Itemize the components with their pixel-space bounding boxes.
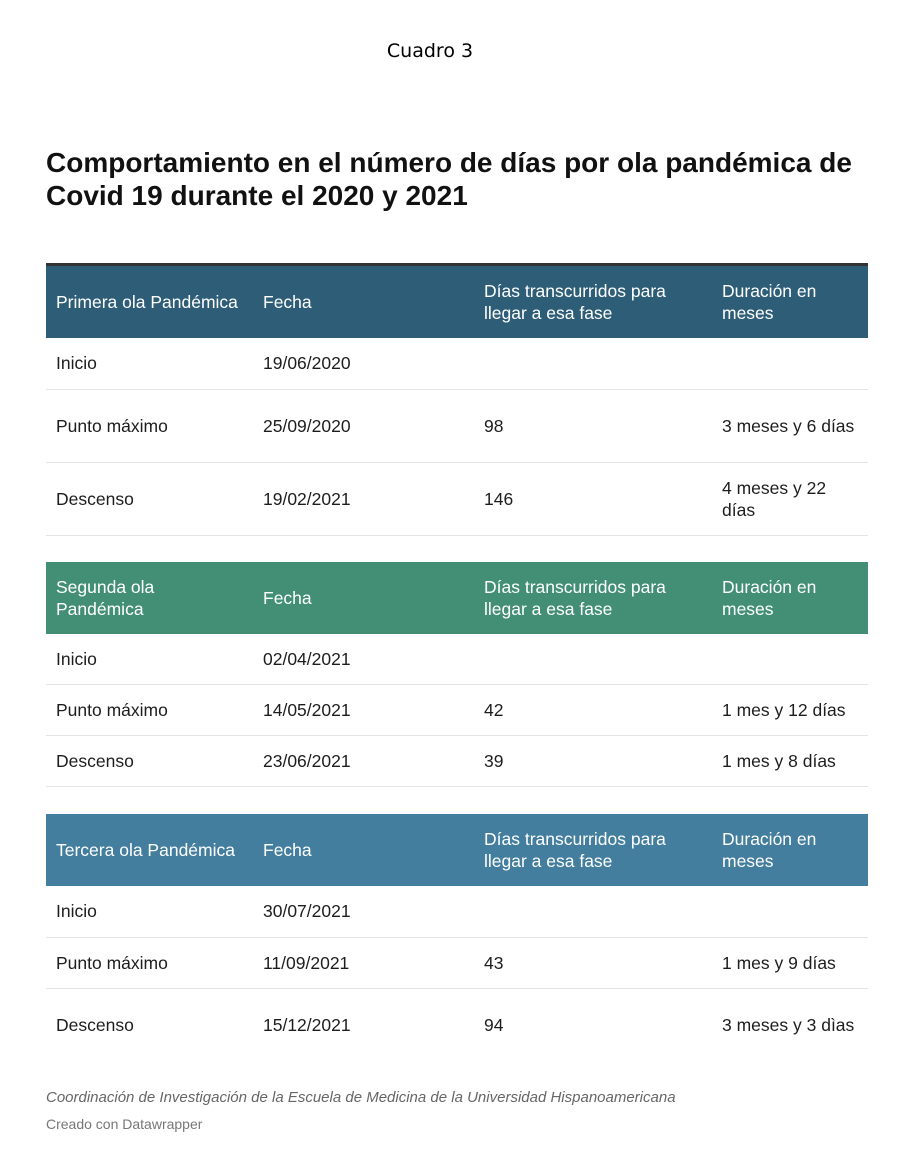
table-row [46, 338, 868, 389]
header-cell: Días transcurridos para llegar a esa fase [484, 281, 666, 323]
table-spacer [46, 536, 868, 562]
table-cell: 23/06/2021 [253, 736, 474, 787]
table-row [46, 685, 868, 736]
table-label: Cuadro 3 [386, 40, 474, 62]
table-row [46, 886, 868, 937]
header-cell: Segunda ola Pandémica [56, 576, 155, 619]
table-row [46, 634, 868, 685]
table-row [46, 988, 868, 1061]
table-cell: 19/02/2021 [253, 462, 474, 535]
table-cell: 3 meses y 6 días [712, 389, 868, 462]
table-cell: 14/05/2021 [253, 685, 474, 736]
wave-table-1 [46, 263, 868, 536]
page-title: Comportamiento en el número de días por ola pandémica de Covid 19 durante el 2020 y 2021 [46, 147, 852, 211]
table-row [46, 389, 868, 462]
table-cell: 94 [484, 1014, 504, 1035]
header-cell: Primera ola Pandémica [56, 292, 238, 312]
table-spacer [46, 787, 868, 814]
table-cell: Inicio [46, 634, 253, 685]
source-note: Coordinación de Investigación de la Escuela de Medicina de la Universidad Hispanoamericana [46, 1089, 676, 1106]
table-cell: 43 [474, 937, 712, 988]
table-cell: 3 meses y 3 dìas [722, 1014, 855, 1035]
wave-table-3 [46, 814, 868, 1061]
table-cell [712, 886, 868, 937]
table-row [46, 937, 868, 988]
table-cell: 39 [474, 736, 712, 787]
table-cell: Descenso [46, 736, 253, 787]
table-row [46, 462, 868, 535]
table-cell: 30/07/2021 [253, 886, 474, 937]
header-cell: Tercera ola Pandémica [56, 840, 235, 860]
table-cell [474, 886, 712, 937]
table-cell: 19/06/2020 [253, 338, 474, 389]
table-cell [474, 338, 712, 389]
table-cell: Punto máximo [46, 389, 253, 462]
header-cell: Días transcurridos para llegar a esa fase [484, 829, 666, 871]
table-cell: 42 [474, 685, 712, 736]
table-cell: 15/12/2021 [263, 1014, 351, 1035]
header-cell: Fecha [263, 840, 312, 860]
table-cell [712, 634, 868, 685]
header-row [46, 562, 868, 634]
table-cell: Inicio [46, 338, 253, 389]
header-cell: Duración en meses [722, 576, 817, 619]
table-cell: 98 [474, 389, 712, 462]
table-cell [474, 634, 712, 685]
table-cell: 146 [474, 462, 712, 535]
table-cell: Descenso [56, 1014, 134, 1035]
table-cell: 11/09/2021 [253, 937, 474, 988]
tables-container [46, 263, 868, 1061]
header-cell: Duración en meses [722, 281, 817, 323]
table-cell [712, 338, 868, 389]
table-cell: 02/04/2021 [253, 634, 474, 685]
header-cell: Días transcurridos para llegar a esa fase [484, 576, 666, 619]
header-cell: Duración en meses [722, 829, 817, 871]
table-cell: 25/09/2020 [253, 389, 474, 462]
table-row [46, 736, 868, 787]
header-row [46, 265, 868, 339]
wave-table-2 [46, 562, 868, 788]
table-cell: Punto máximo [46, 685, 253, 736]
table-cell: Punto máximo [46, 937, 253, 988]
table-cell: 1 mes y 9 días [712, 937, 868, 988]
table-cell: 1 mes y 8 días [712, 736, 868, 787]
datawrapper-credit: Creado con Datawrapper [46, 1116, 203, 1132]
table-cell: Descenso [46, 462, 253, 535]
header-cell: Fecha [263, 587, 312, 608]
table-cell: Inicio [46, 886, 253, 937]
table-cell: 1 mes y 12 días [712, 685, 868, 736]
header-cell: Fecha [263, 292, 312, 312]
table-cell: 4 meses y 22 días [712, 462, 868, 535]
header-row [46, 814, 868, 886]
